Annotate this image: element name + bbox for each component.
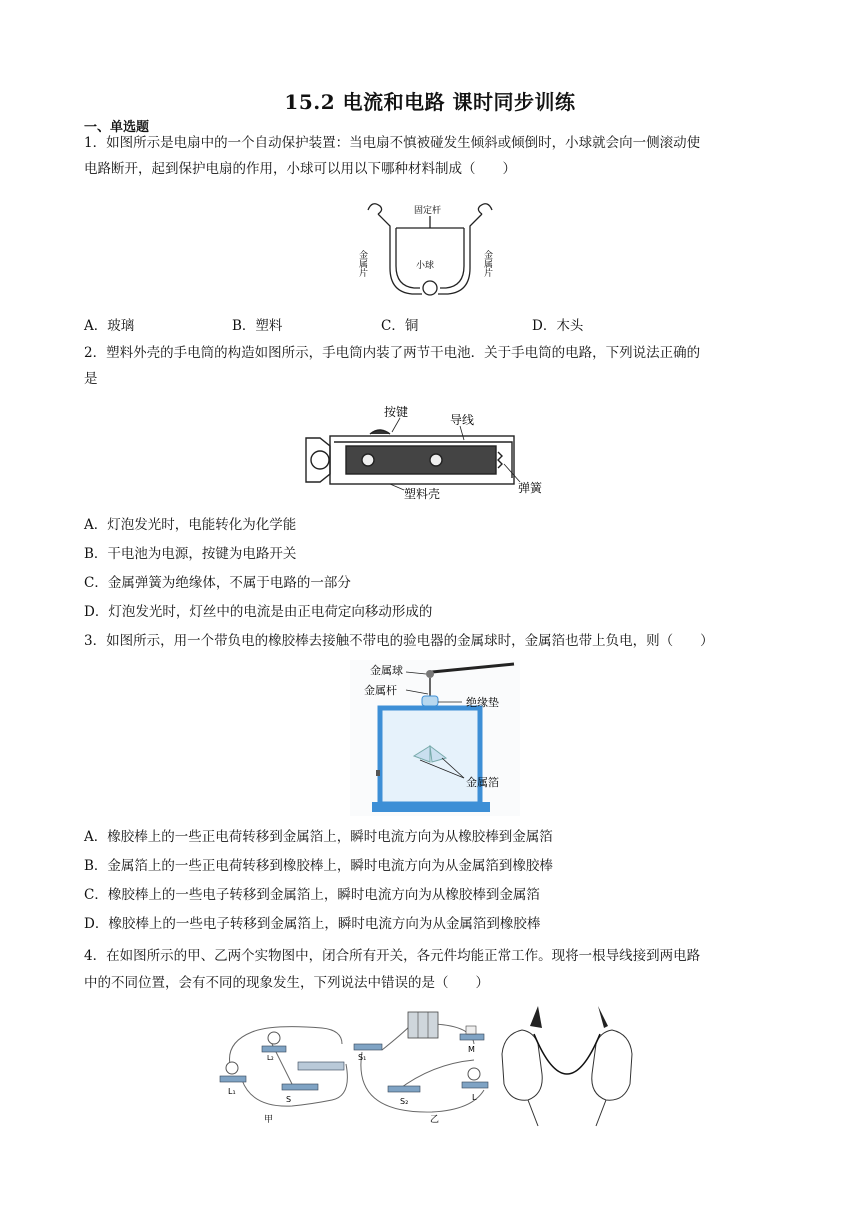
q1-label-right-metal: 金属片 [482, 250, 492, 277]
q3-figure-electroscope [350, 660, 520, 816]
q1-stem-line2: 电路断开，起到保护电扇的作用，小球可以用以下哪种材料制成（ ） [84, 161, 516, 177]
q1-option-d[interactable]: D．木头 [532, 318, 584, 334]
q4-label-jia: 甲 [264, 1115, 274, 1125]
q4-label-L2: L₂ [267, 1054, 274, 1062]
page-title: 15.2 电流和电路 课时同步训练 [284, 90, 576, 114]
q2-stem-line2: 是 [84, 371, 98, 387]
q2-label-spring: 弹簧 [518, 481, 543, 495]
q4-stem-line1: 4．在如图所示的甲、乙两个实物图中，闭合所有开关，各元件均能正常工作。现将一根导线接到两电路 [84, 948, 701, 964]
q4-label-S1: S₁ [358, 1053, 367, 1062]
q3-label-pad: 绝缘垫 [466, 696, 499, 709]
q3-option-b[interactable]: B．金属箔上的一些正电荷转移到橡胶棒上，瞬时电流方向为从金属箔到橡胶棒 [84, 858, 553, 874]
q3-option-c[interactable]: C．橡胶棒上的一些电子转移到金属箔上，瞬时电流方向为从橡胶棒到金属箔 [84, 887, 540, 903]
q2-option-d[interactable]: D．灯泡发光时，灯丝中的电流是由正电荷定向移动形成的 [84, 604, 433, 620]
q3-option-a[interactable]: A．橡胶棒上的一些正电荷转移到金属箔上，瞬时电流方向为从橡胶棒到金属箔 [84, 829, 553, 845]
q1-options [84, 314, 774, 336]
q2-option-c[interactable]: C．金属弹簧为绝缘体，不属于电路的一部分 [84, 575, 351, 591]
q3-option-d[interactable]: D．橡胶棒上的一些电子转移到金属箔上，瞬时电流方向为从金属箔到橡胶棒 [84, 916, 541, 932]
q2-option-b[interactable]: B．干电池为电源，按键为电路开关 [84, 546, 297, 562]
q1-figure-protection-device [357, 196, 500, 306]
q2-label-wire: 导线 [450, 413, 475, 427]
q2-figure-flashlight [300, 398, 550, 502]
q4-label-S: S [286, 1095, 292, 1104]
q4-label-L: L [472, 1093, 477, 1102]
q4-figure-circuits [212, 1004, 648, 1128]
q2-stem-line1: 2．塑料外壳的手电筒的构造如图所示，手电筒内装了两节干电池．关于手电筒的电路，下列说法正确的 [84, 345, 701, 361]
q1-label-ball: 小球 [416, 261, 435, 271]
q1-label-rod: 固定杆 [414, 206, 442, 216]
q4-label-S2: S₂ [400, 1097, 409, 1106]
q3-label-foil: 金属箔 [466, 776, 499, 789]
q2-label-button: 按键 [384, 405, 409, 419]
q3-label-rod: 金属杆 [364, 684, 397, 697]
q4-stem-line2: 中的不同位置，会有不同的现象发生，下列说法中错误的是（ ） [84, 975, 489, 991]
q1-option-c[interactable]: C．铜 [381, 318, 419, 334]
q1-label-left-metal: 金属片 [357, 250, 367, 277]
q1-option-a[interactable]: A．玻璃 [84, 318, 135, 334]
q2-option-a[interactable]: A．灯泡发光时，电能转化为化学能 [84, 517, 297, 533]
q3-stem-line1: 3．如图所示，用一个带负电的橡胶棒去接触不带电的验电器的金属球时，金属箔也带上负电，则（ ） [84, 633, 714, 649]
q2-label-shell: 塑料壳 [404, 487, 441, 501]
q3-label-ball: 金属球 [370, 664, 403, 677]
q4-label-L1: L₁ [228, 1087, 236, 1096]
section-heading: 一、单选题 [84, 120, 150, 135]
q4-label-yi: 乙 [430, 1115, 440, 1125]
q1-stem-line1: 1．如图所示是电扇中的一个自动保护装置：当电扇不慎被碰发生倾斜或倾倒时，小球就会向一侧滚动使 [84, 135, 701, 151]
q1-option-b[interactable]: B．塑料 [232, 318, 283, 334]
q4-label-M: M [468, 1045, 475, 1054]
